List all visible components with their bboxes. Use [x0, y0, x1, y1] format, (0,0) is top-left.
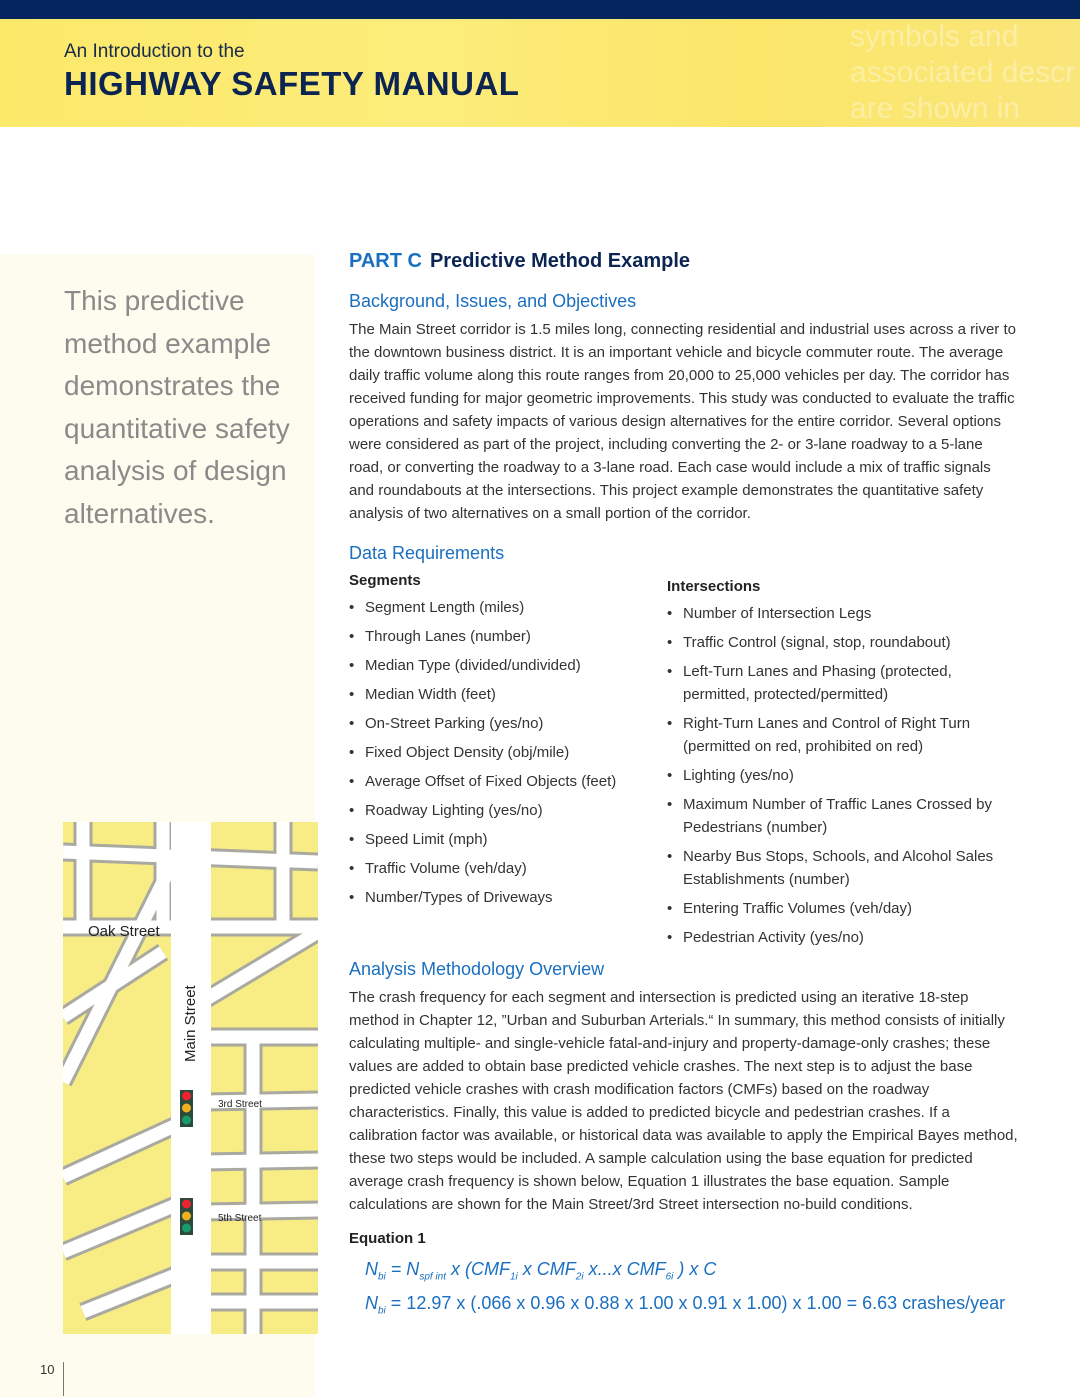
- list-item: • Maximum Number of Traffic Lanes Crossed by Pedestrians (number): [667, 793, 1019, 839]
- segments-heading: Segments: [349, 572, 421, 589]
- header-banner: [0, 19, 1080, 127]
- page-number: 10: [40, 1362, 55, 1377]
- list-item: • Through Lanes (number): [349, 625, 667, 648]
- traffic-signal-icon: [180, 1090, 193, 1127]
- list-item: • Speed Limit (mph): [349, 828, 667, 851]
- list-item: • Median Width (feet): [349, 683, 667, 706]
- background-text: The Main Street corridor is 1.5 miles long, connecting residential and industrial uses across a river to the downtown business district. It is an important vehicle and bicycle commuter route. The average daily traffic volume along this route ranges from 20,000 to 25,000 vehicles per day. The corridor has received funding for major geometric improvements. This study was conducted to evaluate the traffic operations and safety impacts of various design alternatives for the entire corridor. Several options were considered as part of the project, including converting the 2- or 3-lane roadway to a 5-lane road, or converting the roadway to a 3-lane road. Each case would include a mix of traffic signals and roundabouts at the intersections. This project example demonstrates the quantitative safety analysis of two alternatives on a small portion of the corridor.: [349, 321, 1016, 522]
- map-label-oak-street: Oak Street: [88, 923, 160, 940]
- sidebar-quote: This predictive method example demonstrates the quantitative safety analysis of design alternatives.: [64, 285, 290, 529]
- list-item: • Pedestrian Activity (yes/no): [667, 926, 1019, 949]
- background-heading: Background, Issues, and Objectives: [349, 291, 637, 311]
- map-label-3rd-street: 3rd Street: [218, 1099, 262, 1110]
- list-item: • Fixed Object Density (obj/mile): [349, 741, 667, 764]
- intersections-heading: Intersections: [667, 578, 761, 595]
- map-label-main-street: Main Street: [182, 985, 199, 1062]
- data-requirements-heading: Data Requirements: [349, 543, 505, 563]
- part-heading: [349, 250, 1019, 273]
- traffic-signal-icon: [180, 1198, 193, 1235]
- intersections-list: [667, 602, 1019, 949]
- list-item: • Right-Turn Lanes and Control of Right Turn (permitted on red, prohibited on red): [667, 712, 1019, 758]
- header-intro: An Introduction to the: [64, 41, 245, 62]
- main-content: [349, 250, 1019, 1316]
- part-label: PART C: [349, 250, 422, 272]
- page-number-rule: [63, 1362, 64, 1396]
- list-item: • Average Offset of Fixed Objects (feet): [349, 770, 667, 793]
- analysis-text: The crash frequency for each segment and intersection is predicted using an iterative 18-step method in Chapter 12, ”Urban and Suburban Arterials.“ In summary, this method consists of initially calculating multiple- and single-vehicle fatal-and-injury and property-damage-only crashes; these values are added to obtain base predicted vehicle crashes. The next step is to adjust the base predicted vehicle crashes with crash modification factors (CMFs) based on the roadway characteristics. Finally, this value is added to predicted bicycle and pedestrian crashes. If a calibration factor was available, or historical data was available to apply the Empirical Bayes method, these two steps would be included. A sample calculation using the base equation for predicted average crash frequency is shown below, Equation 1 illustrates the base equation. Sample calculations are shown for the Main Street/3rd Street intersection no-build conditions.: [349, 989, 1018, 1213]
- street-map: [63, 822, 318, 1334]
- list-item: • Traffic Control (signal, stop, roundabout): [667, 631, 1019, 654]
- list-item: • Number/Types of Driveways: [349, 886, 667, 909]
- list-item: • Roadway Lighting (yes/no): [349, 799, 667, 822]
- list-item: • Nearby Bus Stops, Schools, and Alcohol Sales Establishments (number): [667, 845, 1019, 891]
- list-item: • On-Street Parking (yes/no): [349, 712, 667, 735]
- list-item: • Traffic Volume (veh/day): [349, 857, 667, 880]
- list-item: • Left-Turn Lanes and Phasing (protected, permitted, protected/permitted): [667, 660, 1019, 706]
- part-title: Predictive Method Example: [429, 250, 691, 272]
- header-title: HIGHWAY SAFETY MANUAL: [64, 65, 520, 102]
- top-bar: [0, 0, 1080, 19]
- banner-watermark: symbols and associated descr are shown in: [850, 20, 1076, 125]
- equation-1-calculation: $N_{bi} = 12.97$ x (.066 x 0.96 x 0.88 x 1.00 x 0.91 x 1.00) x 1.00 = 6.63 crashes/year: [365, 1292, 1006, 1317]
- equation-1-formula: $N_{bi} = N_{spf int}$ x ($CMF_{1i}$ x $CMF_{2i}$ x...x $CMF_{6i}$ ) x C: [365, 1259, 717, 1283]
- list-item: • Number of Intersection Legs: [667, 602, 1019, 625]
- equation-heading: Equation 1: [349, 1230, 426, 1247]
- map-label-5th-street: 5th Street: [218, 1213, 262, 1224]
- segments-list: [349, 596, 667, 909]
- list-item: • Entering Traffic Volumes (veh/day): [667, 897, 1019, 920]
- list-item: • Median Type (divided/undivided): [349, 654, 667, 677]
- analysis-heading: Analysis Methodology Overview: [349, 959, 605, 979]
- list-item: • Segment Length (miles): [349, 596, 667, 619]
- list-item: • Lighting (yes/no): [667, 764, 1019, 787]
